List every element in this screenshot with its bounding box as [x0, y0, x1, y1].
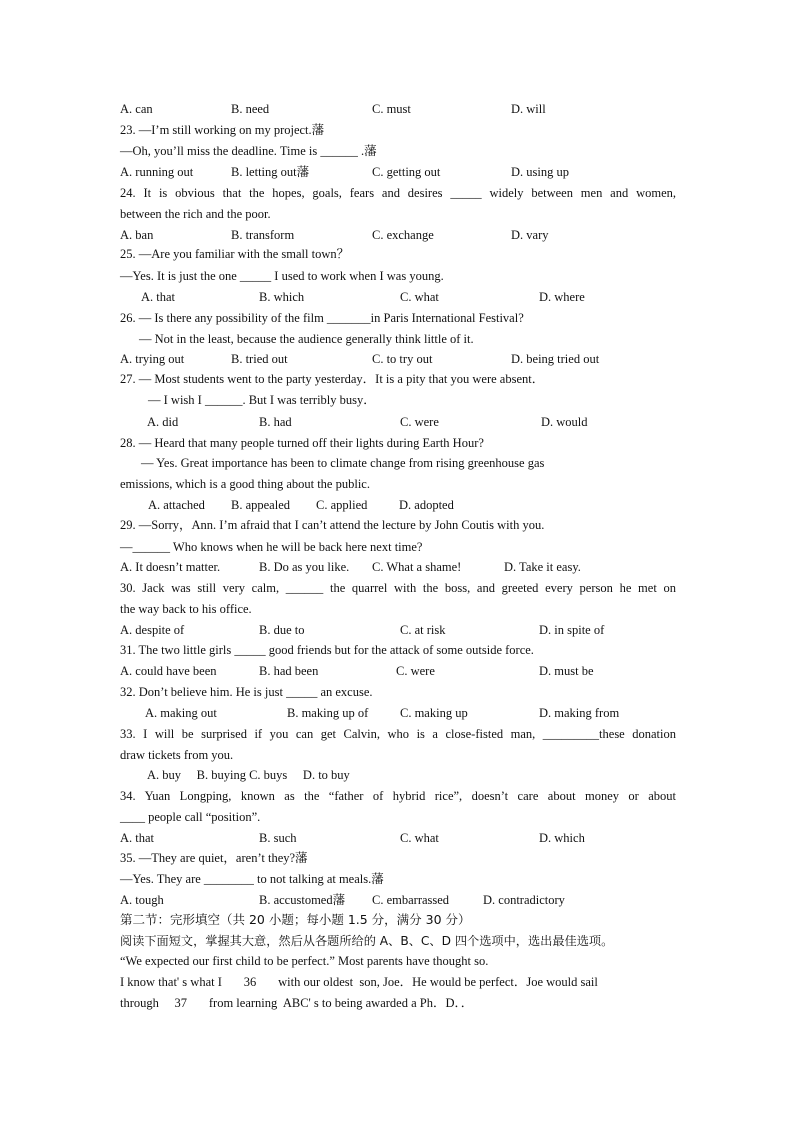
- q30-stem-cont: the way back to his office.: [120, 602, 252, 616]
- q32-option-a: A. making out: [145, 706, 217, 720]
- q24-stem: 24. It is obvious that the hopes, goals, fears and desires _____ widely between men and women,: [120, 186, 676, 200]
- q23-options: [120, 164, 676, 180]
- q22-options: [120, 101, 676, 117]
- q30-stem: 30. Jack was still very calm, ______ the quarrel with the boss, and greeted every person he met on: [120, 581, 676, 595]
- q32-stem: 32. Don’t believe him. He is just _____ an excuse.: [120, 685, 373, 699]
- q26-option-a: A. trying out: [120, 352, 185, 366]
- q25-stem: 25. —Are you familiar with the small town？: [120, 247, 350, 261]
- q30-options: [120, 622, 676, 638]
- q27-option-b: B. had: [259, 415, 292, 429]
- q30-option-b: B. due to: [259, 623, 305, 637]
- q27-reply: — I wish I ______. But I was terribly busy．: [148, 393, 376, 407]
- q31-option-c: C. were: [396, 664, 435, 678]
- passage-line-3: through 37 from learning ABC' s to being awarded a Ph．D．．: [120, 996, 474, 1010]
- q29-options: [120, 559, 676, 575]
- q25-options: [120, 289, 676, 305]
- q35-option-a: A. tough: [120, 893, 164, 907]
- q33-options: A. buy B. buying C. buys D. to buy: [147, 768, 350, 782]
- q35-stem: 35. —They are quiet，aren’t they?藩: [120, 851, 308, 865]
- q31-option-d: D. must be: [539, 664, 594, 678]
- q26-option-c: C. to try out: [372, 352, 433, 366]
- q23-stem: 23. —I’m still working on my project.藩: [120, 123, 325, 137]
- section-instruction: 阅读下面短文，掌握其大意，然后从各题所给的 A、B、C、D 四个选项中，选出最佳选项。: [120, 934, 614, 948]
- q25-option-b: B. which: [259, 290, 305, 304]
- q28-options: [120, 497, 676, 513]
- q29-reply: —______ Who knows when he will be back here next time?: [120, 540, 423, 554]
- q34-option-a: A. that: [120, 831, 155, 845]
- q29-option-c: C. What a shame!: [372, 560, 462, 574]
- q32-option-c: C. making up: [400, 706, 468, 720]
- q29-option-d: D. Take it easy.: [504, 560, 581, 574]
- q27-options: [120, 414, 676, 430]
- q29-option-a: A. It doesn’t matter.: [120, 560, 221, 574]
- q25-reply: —Yes. It is just the one _____ I used to work when I was young.: [120, 269, 444, 283]
- q26-option-d: D. being tried out: [511, 352, 600, 366]
- q32-options: [120, 705, 676, 721]
- q25-option-a: A. that: [141, 290, 176, 304]
- q33-stem-cont: draw tickets from you.: [120, 748, 234, 762]
- q31-option-b: B. had been: [259, 664, 319, 678]
- q23-option-d: D. using up: [511, 165, 569, 179]
- q23-option-c: C. getting out: [372, 165, 441, 179]
- q25-option-d: D. where: [539, 290, 585, 304]
- q27-option-a: A. did: [147, 415, 179, 429]
- q34-option-d: D. which: [539, 831, 585, 845]
- q22-option-d: D. will: [511, 102, 546, 116]
- q24-option-d: D. vary: [511, 228, 549, 242]
- q25-option-c: C. what: [400, 290, 439, 304]
- q27-stem: 27. — Most students went to the party yesterday．It is a pity that you were absent．: [120, 372, 545, 386]
- q24-option-c: C. exchange: [372, 228, 434, 242]
- q24-options: [120, 227, 676, 243]
- q32-option-b: B. making up of: [287, 706, 369, 720]
- q22-option-a: A. can: [120, 102, 153, 116]
- q28-stem: 28. — Heard that many people turned off their lights during Earth Hour?: [120, 436, 484, 450]
- q27-option-c: C. were: [400, 415, 439, 429]
- q35-option-b: B. accustomed藩: [259, 893, 346, 907]
- q29-option-b: B. Do as you like.: [259, 560, 350, 574]
- q31-stem: 31. The two little girls _____ good friends but for the attack of some outside force.: [120, 643, 534, 657]
- q34-option-c: C. what: [400, 831, 439, 845]
- q30-option-a: A. despite of: [120, 623, 185, 637]
- q28-option-d: D. adopted: [399, 498, 454, 512]
- q34-option-b: B. such: [259, 831, 297, 845]
- passage-line-2: I know that' s what I 36 with our oldest son, Joe．He would be perfect．Joe would sail: [120, 975, 598, 989]
- q35-option-d: D. contradictory: [483, 893, 565, 907]
- q33-stem: 33. I will be surprised if you can get Calvin, who is a close-fisted man, _________these donation: [120, 727, 676, 741]
- q24-stem-cont: between the rich and the poor.: [120, 207, 271, 221]
- q23-option-b: B. letting out藩: [231, 165, 310, 179]
- q26-stem: 26. — Is there any possibility of the film _______in Paris International Festival?: [120, 311, 524, 325]
- q28-option-c: C. applied: [316, 498, 368, 512]
- q31-options: [120, 663, 676, 679]
- q29-stem: 29. —Sorry，Ann. I’m afraid that I can’t attend the lecture by John Coutis with you.: [120, 518, 545, 532]
- q35-option-c: C. embarrassed: [372, 893, 450, 907]
- q34-stem-cont: ____ people call “position”.: [120, 810, 261, 824]
- q26-options: [120, 351, 676, 367]
- q31-option-a: A. could have been: [120, 664, 217, 678]
- q22-option-b: B. need: [231, 102, 270, 116]
- q27-option-d: D. would: [541, 415, 588, 429]
- q26-option-b: B. tried out: [231, 352, 288, 366]
- q35-options: [120, 892, 676, 908]
- q28-reply: — Yes. Great importance has been to climate change from rising greenhouse gas: [141, 456, 545, 470]
- q28-option-b: B. appealed: [231, 498, 291, 512]
- section-heading: 第二节：完形填空（共 20 小题；每小题 1.5 分，满分 30 分）: [120, 912, 471, 927]
- q28-option-a: A. attached: [148, 498, 205, 512]
- q23-reply: —Oh, you’ll miss the deadline. Time is ______ .藩: [120, 144, 377, 158]
- q30-option-d: D. in spite of: [539, 623, 605, 637]
- q24-option-b: B. transform: [231, 228, 295, 242]
- q26-reply: — Not in the least, because the audience generally think little of it.: [139, 332, 474, 346]
- q32-option-d: D. making from: [539, 706, 620, 720]
- q34-stem: 34. Yuan Longping, known as the “father of hybrid rice”, doesn’t care about money or about: [120, 789, 676, 803]
- q34-options: [120, 830, 676, 846]
- q30-option-c: C. at risk: [400, 623, 446, 637]
- q28-reply-cont: emissions, which is a good thing about the public.: [120, 477, 370, 491]
- q24-option-a: A. ban: [120, 228, 154, 242]
- passage-line-1: “We expected our first child to be perfect.” Most parents have thought so.: [120, 954, 489, 968]
- q23-option-a: A. running out: [120, 165, 194, 179]
- q35-reply: —Yes. They are ________ to not talking at meals.藩: [120, 872, 384, 886]
- q22-option-c: C. must: [372, 102, 411, 116]
